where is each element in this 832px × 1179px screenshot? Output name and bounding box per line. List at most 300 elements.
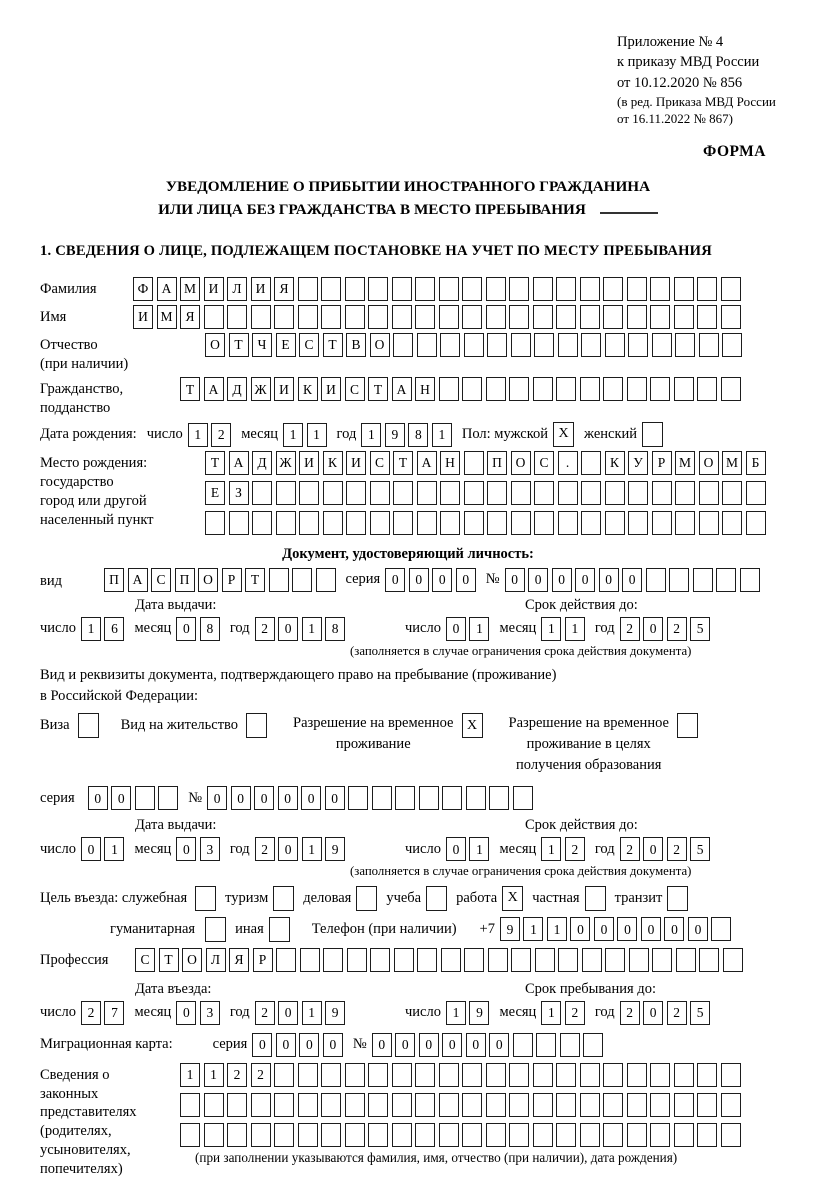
form-cell [652,948,672,972]
form-cell [299,481,319,505]
birth-year-cells [361,423,452,447]
form-cell [534,511,554,535]
form-cell [298,1093,318,1117]
stay-until-title: Срок пребывания до: [525,980,656,997]
year-label: год [229,1004,250,1021]
form-cell: 1 [565,617,585,641]
permit-valid-year-cells [620,837,711,861]
form-cell: 0 [278,617,298,641]
form-cell: Т [323,333,343,357]
birth-place-label-line1: Место рождения: [40,455,148,472]
form-cell: 8 [408,423,428,447]
form-cell [462,1093,482,1117]
form-cell [321,305,341,329]
humanitarian-label: гуманитарная [110,921,196,937]
migration-number-cells [372,1033,604,1057]
form-cell [204,1093,224,1117]
other-purpose-label: иная [235,921,264,937]
form-cell [699,511,719,535]
form-cell [560,1033,580,1057]
form-cell [135,786,155,810]
temp-residence-edu-label-line2: проживание в целях [526,736,651,753]
form-cell [721,1123,741,1147]
form-cell [274,305,294,329]
residence-doc-checkboxes [40,713,776,776]
form-cell [417,511,437,535]
form-cell [466,786,486,810]
form-cell [699,333,719,357]
temp-residence-edu-item [509,713,698,776]
form-cell [417,481,437,505]
form-cell: 5 [690,837,710,861]
form-cell [346,511,366,535]
form-cell [252,511,272,535]
form-cell: 1 [541,617,561,641]
form-cell [580,1123,600,1147]
form-cell: Н [415,377,435,401]
form-cell: 2 [620,1001,640,1025]
form-cell [442,786,462,810]
form-cell: А [128,568,148,592]
form-cell: С [534,451,554,475]
residence-doc-paragraph [40,665,776,707]
form-cell [415,1093,435,1117]
form-cell: 1 [180,1063,200,1087]
permit-series-cells [88,786,179,810]
form-cell [274,1093,294,1117]
legal-reps-label-line3: представителях [40,1104,137,1121]
form-cell: 0 [688,917,708,941]
form-cell: Я [229,948,249,972]
private-label: частная [532,890,580,906]
residence-permit-checkbox [246,713,267,738]
form-cell: С [151,568,171,592]
form-cell: 0 [643,1001,663,1025]
form-cell [462,1063,482,1087]
form-cell [580,1063,600,1087]
passport-issue-col [40,596,405,641]
birth-place-label-line2: государство [40,473,114,490]
form-cell [711,917,731,941]
sex-male-label: Пол: мужской [461,426,549,443]
form-cell: К [605,451,625,475]
form-cell: И [204,277,224,301]
passport-issue-title: Дата выдачи: [135,596,217,613]
form-cell [372,786,392,810]
form-cell: П [175,568,195,592]
migration-series-label: серия [212,1036,248,1053]
temp-residence-label-line2: проживание [335,736,411,753]
form-cell [462,1123,482,1147]
legal-reps-note: (при заполнении указываются фамилия, имя, отчество (при наличии), дата рождения) [195,1149,678,1165]
form-cell [251,1123,271,1147]
form-cell [675,511,695,535]
form-cell [345,1093,365,1117]
form-cell [721,277,741,301]
passport-issue-year-cells [255,617,346,641]
form-cell: 9 [385,423,405,447]
patronymic-row [40,333,776,374]
citizenship-label-line2: подданство [40,400,111,417]
form-cell: 0 [575,568,595,592]
day-label: число [40,1004,76,1021]
form-cell: 1 [302,837,322,861]
form-cell [415,277,435,301]
form-cell [650,1093,670,1117]
identity-document-header: Документ, удостоверяющий личность: [282,546,534,563]
year-label: год [594,1004,615,1021]
form-cell: К [323,451,343,475]
form-cell: 0 [599,568,619,592]
legal-reps-label-line4: (родителях, [40,1123,112,1140]
transit-label: транзит [614,890,663,906]
form-cell [276,511,296,535]
form-cell [556,305,576,329]
migration-series-cells [252,1033,343,1057]
citizenship-row [40,377,776,418]
form-cell [533,1063,553,1087]
form-cell: 1 [541,1001,561,1025]
form-cell: 1 [523,917,543,941]
form-cell: 1 [302,617,322,641]
form-cell: С [370,451,390,475]
form-cell [392,1093,412,1117]
permit-issue-title: Дата выдачи: [135,817,217,834]
form-cell: Б [746,451,766,475]
form-cell: О [198,568,218,592]
month-label: месяц [499,840,537,857]
form-cell: 0 [594,917,614,941]
form-cell: С [299,333,319,357]
form-cell [674,1063,694,1087]
birth-day-cells [188,423,232,447]
permit-issue-col [40,816,405,861]
form-cell [627,305,647,329]
form-cell: 5 [690,617,710,641]
form-cell [415,305,435,329]
visit-purpose-row [40,886,776,911]
form-cell [513,1033,533,1057]
form-cell [298,1123,318,1147]
form-cell [674,1093,694,1117]
form-cell: 2 [255,837,275,861]
doc-series-cells [385,568,476,592]
form-cell [180,1123,200,1147]
visit-purpose-row2 [110,917,776,942]
form-cell: П [487,451,507,475]
form-cell [533,277,553,301]
legal-reps-cells-row1 [180,1063,741,1087]
form-cell [740,568,760,592]
form-cell [558,481,578,505]
doc-number-sign: № [485,571,500,588]
form-cell [251,305,271,329]
surname-row [40,277,776,301]
form-cell: 0 [278,786,298,810]
form-cell [699,481,719,505]
form-cell: П [104,568,124,592]
form-cell: Р [652,451,672,475]
form-cell [392,305,412,329]
doc-type-label: вид [40,572,62,589]
form-cell: В [346,333,366,357]
legal-reps-label-line2: законных [40,1085,99,1102]
appendix-line-3: от 10.12.2020 № 856 [617,74,743,91]
form-cell [513,786,533,810]
form-cell [511,333,531,357]
form-cell: . [558,451,578,475]
form-cell [511,948,531,972]
form-cell [321,1063,341,1087]
legal-reps-label-line1: Сведения о [40,1066,110,1083]
temp-residence-edu-checkbox [677,713,698,738]
form-cell [675,481,695,505]
passport-valid-day-cells [446,617,490,641]
form-cell: Ч [252,333,272,357]
day-label: число [405,840,441,857]
temp-residence-label-line1: Разрешение на временное [293,715,454,732]
form-cell: 0 [409,568,429,592]
form-cell: 8 [325,617,345,641]
form-cell [697,1063,717,1087]
temp-residence-edu-label [509,713,669,776]
form-cell: Л [206,948,226,972]
form-cell [345,305,365,329]
form-cell: 1 [81,617,101,641]
patronymic-label-line1: Отчество [40,336,98,353]
form-cell: 9 [325,1001,345,1025]
form-cell [722,333,742,357]
appendix-line-2: к приказу МВД России [617,54,760,71]
phone-cells [500,917,732,941]
form-cell: 1 [188,423,208,447]
form-cell [487,333,507,357]
form-cell [556,1093,576,1117]
form-cell: Е [276,333,296,357]
form-cell [321,1123,341,1147]
form-cell: 3 [200,1001,220,1025]
form-cell: 2 [255,1001,275,1025]
form-cell [674,1123,694,1147]
form-cell [723,948,743,972]
form-cell: 9 [500,917,520,941]
patronymic-cells [205,333,742,357]
form-cell [650,305,670,329]
month-label: месяц [499,620,537,637]
form-cell [486,377,506,401]
form-cell [511,481,531,505]
form-cell: 3 [200,837,220,861]
permit-number-sign: № [188,790,203,807]
permit-series-label: серия [40,790,75,807]
form-cell: 2 [667,1001,687,1025]
form-cell: М [722,451,742,475]
form-cell [605,511,625,535]
form-cell [603,1093,623,1117]
form-cell: И [299,451,319,475]
form-cell [556,377,576,401]
form-cell [746,511,766,535]
form-cell [509,377,529,401]
permit-issue-month-cells [176,837,220,861]
form-cell: Т [245,568,265,592]
form-cell [556,277,576,301]
form-cell [158,786,178,810]
form-cell [345,1123,365,1147]
title-blank-line [600,199,658,214]
patronymic-label-line2: (при наличии) [40,355,129,372]
form-cell [417,948,437,972]
form-cell [439,377,459,401]
form-cell: 0 [641,917,661,941]
form-cell [345,277,365,301]
form-cell [486,1093,506,1117]
form-cell [229,511,249,535]
appendix-line-1: Приложение № 4 [617,34,724,50]
form-cell [292,568,312,592]
form-cell: Н [440,451,460,475]
form-cell [392,1063,412,1087]
form-cell: Д [252,451,272,475]
form-cell: 1 [283,423,303,447]
form-cell [464,481,484,505]
form-cell: М [180,277,200,301]
form-cell [462,277,482,301]
birth-month-label: месяц [241,426,279,443]
form-cell: 1 [361,423,381,447]
form-cell [627,377,647,401]
form-cell: О [511,451,531,475]
form-cell [697,1123,717,1147]
form-cell: 2 [81,1001,101,1025]
form-cell [440,333,460,357]
form-cell [605,948,625,972]
form-cell [227,305,247,329]
form-cell: 2 [211,423,231,447]
form-cell: 1 [204,1063,224,1087]
residence-doc-line1: Вид и реквизиты документа, подтверждающего право на пребывание (проживание) [40,667,557,684]
form-cell: 0 [395,1033,415,1057]
form-cell: 0 [617,917,637,941]
passport-issue-row [40,617,405,641]
form-cell [276,948,296,972]
form-cell: А [157,277,177,301]
form-cell [487,511,507,535]
form-cell [269,568,289,592]
form-cell [650,1123,670,1147]
entry-month-cells [176,1001,220,1025]
temp-residence-edu-label-line1: Разрешение на временное [508,715,669,732]
form-cell [321,1093,341,1117]
form-cell [721,1093,741,1117]
form-cell: О [182,948,202,972]
form-cell [415,1063,435,1087]
temp-residence-item [293,713,482,755]
form-cell: Д [227,377,247,401]
phone-prefix: +7 [479,921,495,937]
form-cell [368,1123,388,1147]
form-cell [323,481,343,505]
form-cell: 2 [620,837,640,861]
form-cell [252,481,272,505]
month-label: месяц [134,1004,172,1021]
form-cell [628,481,648,505]
form-cell: 1 [541,837,561,861]
form-cell [580,277,600,301]
form-cell: 1 [104,837,124,861]
form-cell [674,377,694,401]
stay-year-cells [620,1001,711,1025]
legal-reps-label-line5: усыновителях, [40,1142,131,1159]
passport-issue-day-cells [81,617,125,641]
form-cell [440,481,460,505]
form-cell [533,1123,553,1147]
form-cell [370,511,390,535]
form-cell [439,277,459,301]
form-cell: 0 [325,786,345,810]
legal-reps-cells-row3 [180,1123,741,1147]
form-cell: 0 [664,917,684,941]
form-cell: Р [222,568,242,592]
form-cell: У [628,451,648,475]
form-cell: 2 [255,617,275,641]
form-cell: 8 [200,617,220,641]
form-cell [697,1093,717,1117]
form-cell: 1 [446,1001,466,1025]
form-cell: 2 [667,617,687,641]
form-cell: 0 [176,837,196,861]
passport-issue-month-cells [176,617,220,641]
form-cell: 0 [278,837,298,861]
patronymic-label [40,333,205,374]
form-cell [439,1063,459,1087]
birth-day-label: число [146,426,183,443]
temp-residence-label [293,713,453,755]
form-cell: 0 [419,1033,439,1057]
form-cell [462,377,482,401]
permit-dates-block [40,816,776,861]
form-cell: 0 [176,617,196,641]
migration-card-label: Миграционная карта: [40,1036,173,1053]
entry-year-cells [255,1001,346,1025]
form-cell [393,333,413,357]
study-checkbox [426,886,447,911]
form-cell: 1 [307,423,327,447]
profession-cells [135,948,743,972]
business-checkbox [195,886,216,911]
name-row [40,305,776,329]
form-cell [204,305,224,329]
form-cell [299,511,319,535]
form-cell: 0 [622,568,642,592]
sex-female-label: женский [584,426,638,443]
form-cell [627,1093,647,1117]
entry-date-title: Дата въезда: [135,980,212,997]
form-cell [652,333,672,357]
citizenship-cells [180,377,741,401]
passport-dates-block [40,596,776,641]
legal-reps-cells-row2 [180,1093,741,1117]
citizenship-label [40,377,180,418]
form-cell [251,1093,271,1117]
form-cell [180,1093,200,1117]
section1-heading: 1. СВЕДЕНИЯ О ЛИЦЕ, ПОДЛЕЖАЩЕМ ПОСТАНОВКЕ НА УЧЕТ ПО МЕСТУ ПРЕБЫВАНИЯ [40,242,712,259]
form-cell [346,481,366,505]
form-cell [583,1033,603,1057]
permit-validity-note: (заполняется в случае ограничения срока действия документа) [350,864,692,879]
form-cell: 0 [207,786,227,810]
form-cell: 0 [88,786,108,810]
